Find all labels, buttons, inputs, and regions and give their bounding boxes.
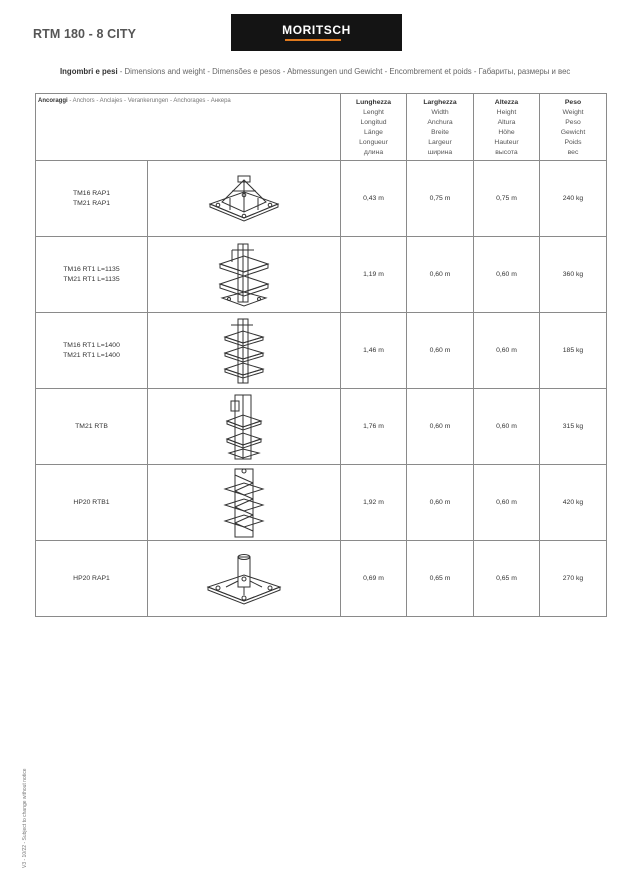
column-header-translation: Height [496,109,517,116]
column-header-translation: Anchura [427,119,453,126]
anchor-name-cell [36,465,148,541]
anchor-mast-section-long-icon [219,317,269,385]
anchor-name-cell [36,541,148,617]
column-header-main: Larghezza [423,99,457,106]
column-header-translation: Altura [497,119,516,126]
anchor-base-plate-pyramid-icon [204,174,284,224]
width-column-header [407,94,474,161]
weight-value: 185 kg [540,313,607,389]
column-header-translation: Peso [565,119,581,126]
anchor-image-cell [148,389,341,465]
section-subtitle [60,67,570,76]
logo-accent-bar [285,39,341,41]
weight-value: 315 kg [540,389,607,465]
column-header-translation: Largeur [428,139,452,146]
anchor-image-cell [148,161,341,237]
column-header-main: Lunghezza [355,99,392,106]
anchor-name: TM16 RT1 L=1135 [63,265,120,273]
anchors-header-translations: - Anchors - Anclajes - Verankerungen - Anchorages - Анкера [67,98,231,104]
weight-value: 420 kg [540,465,607,541]
anchor-name: TM16 RAP1 [72,189,111,197]
anchor-name: HP20 RTB1 [73,498,110,506]
column-header-translation: Lenght [363,109,384,116]
height-value: 0,65 m [474,541,540,617]
anchor-image-cell [148,541,341,617]
height-value: 0,60 m [474,465,540,541]
width-value: 0,60 m [407,313,474,389]
weight-value: 360 kg [540,237,607,313]
table-row [36,161,607,237]
anchor-name-cell [36,237,148,313]
anchor-name: TM21 RTB [75,422,108,430]
anchors-column-header [36,94,341,161]
width-value: 0,60 m [407,465,474,541]
width-value: 0,60 m [407,237,474,313]
column-header-translation: Longueur [359,139,388,146]
column-header-translation: Poids [564,139,582,146]
document-title: RTM 180 - 8 CITY [33,27,137,41]
column-header-translation: Breite [431,129,449,136]
column-header-translation: Width [431,109,449,116]
column-header-main: Altezza [494,99,519,106]
column-header-translation: высота [495,149,518,156]
length-value: 1,92 m [341,465,407,541]
column-header-translation: Länge [364,129,383,136]
anchor-image-cell [148,237,341,313]
column-header-translation: Höhe [498,129,515,136]
table-row [36,313,607,389]
column-header-translation: Hauteur [494,139,519,146]
length-value: 1,46 m [341,313,407,389]
anchor-name: HP20 RAP1 [73,574,110,582]
column-header-translation: Weight [562,109,584,116]
length-value: 1,19 m [341,237,407,313]
anchor-name: TM21 RT1 L=1135 [63,275,120,283]
weight-value: 270 kg [540,541,607,617]
anchor-image-cell [148,313,341,389]
column-header-translation: вес [567,149,579,156]
anchor-mast-lattice-icon [219,467,269,539]
column-header-translation: длина [363,149,384,156]
width-value: 0,60 m [407,389,474,465]
subtitle-bold: Ingombri e pesi [60,67,118,76]
column-header-translation: ширина [427,149,453,156]
weight-column-header [540,94,607,161]
anchor-image-cell [148,465,341,541]
table-header-row [36,94,607,161]
column-header-translation: Longitud [360,119,387,126]
subtitle-translations: - Dimensions and weight - Dimensões e pesos - Abmessungen und Gewicht - Encombrement et poids - Габариты, размеры и вес [117,67,571,76]
length-value: 0,69 m [341,541,407,617]
logo-text: MORITSCH [282,23,351,37]
height-value: 0,60 m [474,237,540,313]
column-header-main: Peso [564,99,582,106]
table-row [36,465,607,541]
anchor-name: TM16 RT1 L=1400 [63,341,120,349]
table-row [36,237,607,313]
anchors-header-bold: Ancoraggi [38,98,68,104]
length-column-header [341,94,407,161]
anchor-name-cell [36,313,148,389]
anchor-name-cell [36,161,148,237]
version-footnote: V3 - 10/22 - Subject to change without notice [22,768,28,868]
anchor-mast-section-icon [214,242,274,308]
anchor-mast-rtb-icon [219,393,269,461]
height-column-header [474,94,540,161]
height-value: 0,75 m [474,161,540,237]
anchor-name-cell [36,389,148,465]
dimensions-table [35,93,607,617]
weight-value: 240 kg [540,161,607,237]
moritsch-logo [231,14,402,51]
height-value: 0,60 m [474,389,540,465]
length-value: 1,76 m [341,389,407,465]
anchor-name: TM21 RAP1 [72,199,111,207]
width-value: 0,75 m [407,161,474,237]
anchor-base-plate-post-icon [204,551,284,607]
length-value: 0,43 m [341,161,407,237]
height-value: 0,60 m [474,313,540,389]
table-row [36,389,607,465]
width-value: 0,65 m [407,541,474,617]
anchor-name: TM21 RT1 L=1400 [63,351,120,359]
table-row [36,541,607,617]
column-header-translation: Gewicht [560,129,586,136]
